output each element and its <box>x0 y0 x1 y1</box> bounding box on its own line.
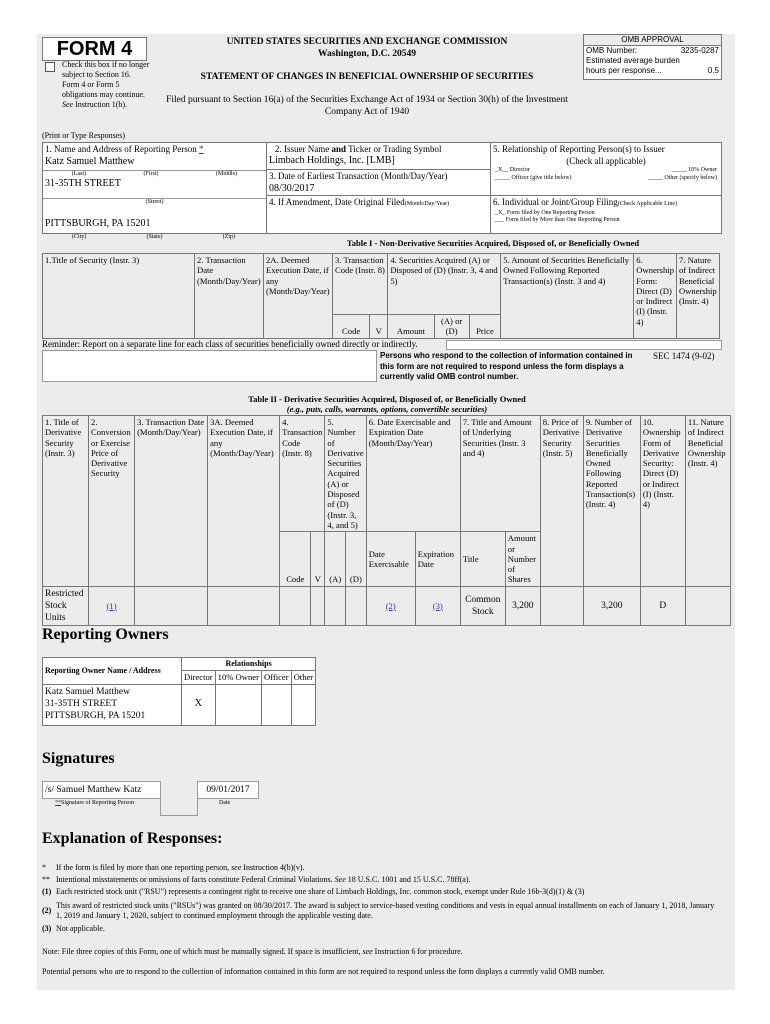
box6-label: 6. Individual or Joint/Group Filing <box>493 197 618 207</box>
n1-text: Each restricted stock unit ("RSU") represents a contingent right to receive one share of Limbach Holdings, Inc. common stock, exempt under Rule 16b-3(d)(1) & (3) <box>56 887 585 896</box>
ro-director: Director <box>182 671 216 684</box>
box1-label: 1. Name and Address of Reporting Person <box>45 144 197 154</box>
check-box-see: See <box>62 100 74 109</box>
box2-issuer <box>266 142 491 170</box>
box3-earliest-date <box>266 169 491 196</box>
box2-label-c: Ticker or Trading Symbol <box>346 144 442 154</box>
box4-label-small: (Month/Day/Year) <box>404 201 450 207</box>
table2-header-row <box>43 416 731 532</box>
box2-label-a: 2. Issuer Name <box>275 144 332 154</box>
t1-h5: 5. Amount of Securities Beneficially Owned Following Reported Transaction(s) (Instr. 3 and 4) <box>501 254 634 339</box>
other-check: _____ Other (specify below) <box>647 175 717 181</box>
date-label: Date <box>219 800 231 806</box>
footnote-3 <box>42 924 722 934</box>
box5-relationship <box>490 142 722 196</box>
zip-label: (Zip) <box>222 234 235 240</box>
table2-title: Table II - Derivative Securities Acquired, Disposed of, or Beneficially Owned <box>248 394 526 404</box>
ro-officer-val <box>261 684 291 725</box>
signatures-heading: Signatures <box>42 750 115 767</box>
ro-relationships: Relationships <box>182 658 316 671</box>
table2-subtitle: (e.g., puts, calls, warrants, options, convertible securities) <box>286 404 488 414</box>
footnote-2-link[interactable]: (2) <box>385 600 396 611</box>
omb-approval-box <box>583 34 722 80</box>
box5-label: 5. Relationship of Reporting Person(s) to Issuer <box>493 144 665 154</box>
t2-deemed-date <box>208 586 280 625</box>
print-type: (Print or Type Responses) <box>42 131 126 140</box>
t2-a-val <box>325 586 346 625</box>
city-value: PITTSBURGH, PA 15201 <box>45 217 151 229</box>
t1-h2a: 2A. Deemed Execution Date, if any (Month/Day/Year) <box>264 254 333 339</box>
ro-director-mark: X <box>182 684 216 725</box>
ro-owner-city: PITTSBURGH, PA 15201 <box>45 710 146 721</box>
ro-10owner: 10% Owner <box>215 671 261 684</box>
table-row <box>43 684 316 725</box>
ro-name-header: Reporting Owner Name / Address <box>43 658 182 685</box>
signature-spacer <box>160 781 198 816</box>
reminder-box <box>42 350 377 382</box>
omb-title: OMB APPROVAL <box>584 35 721 46</box>
street-value: 31-35TH STREET <box>45 177 121 189</box>
form-page <box>37 34 735 990</box>
star1-b: Instruction 4(b)(v). <box>241 863 305 872</box>
potential-persons: Potential persons who are to respond to the collection of information contained in this form are not required to respond unless the form displays a currently valid OMB number. <box>42 967 605 976</box>
t1-h1: 1.Title of Security (Instr. 3) <box>43 254 195 339</box>
t1-h4: 4. Securities Acquired (A) or Disposed of (D) (Instr. 3, 4 and 5) <box>388 254 501 315</box>
t1-h7: 7. Nature of Indirect Beneficial Ownership (Instr. 4) <box>677 254 720 339</box>
more-reporting-persons: ___ Form filed by More than One Reporting Person <box>495 217 620 223</box>
star1-see: see <box>231 863 242 872</box>
t2-d: (D) <box>346 532 367 586</box>
omb-number-label: OMB Number: <box>586 46 638 55</box>
t2-title: Title <box>460 532 505 586</box>
box3-label: 3. Date of Earliest Transaction (Month/Day/Year) <box>269 171 448 181</box>
t2-h2: 2. Conversion or Exercise Price of Derivative Security <box>89 416 135 587</box>
check-box-instr: Instruction 1(b). <box>75 100 128 109</box>
table1-header-row <box>43 254 720 315</box>
signature-date-box: 09/01/2017 <box>197 781 259 799</box>
t1-h2: 2. Transaction Date (Month/Day/Year) <box>195 254 264 339</box>
reminder: Reminder: Report on a separate line for each class of securities beneficially owned directly or indirectly. <box>42 339 418 349</box>
reporting-person-name: Katz Samuel Matthew <box>45 155 135 167</box>
first-label: (First) <box>143 170 159 177</box>
t2-tx-date <box>135 586 208 625</box>
reporting-owners-table <box>42 657 316 726</box>
director-check: _X__ Director <box>495 167 530 173</box>
note-a: Note: File three copies of this Form, one of which must be manually signed. If space is insufficient, <box>42 947 363 956</box>
box6-label-small: (Check Applicable Line) <box>617 201 678 207</box>
t1-h3: 3. Transaction Code (Instr. 8) <box>333 254 388 315</box>
t2-underlying-amount: 3,200 <box>505 586 540 625</box>
t2-price-ref-cell <box>89 586 135 625</box>
footnote-1-link[interactable]: (1) <box>106 600 117 611</box>
last-label: (Last) <box>71 170 87 177</box>
table2 <box>42 415 731 626</box>
t2-date-ex: Date Exercisable <box>366 532 415 586</box>
t1-v: V <box>370 315 388 339</box>
t2-h6: 6. Date Exercisable and Expiration Date (Month/Day/Year) <box>366 416 460 532</box>
t1-code: Code <box>333 315 370 339</box>
earliest-transaction-date: 08/30/2017 <box>269 182 315 194</box>
issuer-name: Limbach Holdings, Inc. [LMB] <box>269 154 395 166</box>
filed-pursuant: Filed pursuant to Section 16(a) of the Securities Exchange Act of 1934 or Section 30(h) of the Investment Company Act of 1940 <box>166 95 568 117</box>
omb-hours-value: 0.5 <box>707 66 719 75</box>
t2-code: Code <box>280 532 311 586</box>
n3-text: Not applicable. <box>56 924 105 933</box>
officer-check: _____ Officer (give title below) <box>495 175 572 181</box>
check-box-text <box>62 60 150 110</box>
footnote-1 <box>42 887 722 897</box>
box5-sub: (Check all applicable) <box>566 155 646 166</box>
ro-owner-cell <box>43 684 182 725</box>
t2-security: Restricted Stock Units <box>43 586 89 625</box>
t1-aord: (A) or (D) <box>434 315 469 339</box>
t1-h6: 6. Ownership Form: Direct (D) or Indirect (I) (Instr. 4) <box>634 254 677 339</box>
box1-star-link[interactable]: * <box>198 144 204 154</box>
table-row <box>43 586 731 625</box>
persons-respond: Persons who respond to the collection of information contained in this form are not required to respond unless the form displays a currently valid OMB control number. <box>380 351 633 381</box>
one-reporting-person: _X_ Form filed by One Reporting Person <box>495 210 595 216</box>
ro-owner-street: 31-35TH STREET <box>45 698 118 709</box>
omb-number-value: 3235-0287 <box>680 46 719 55</box>
reporting-owners-heading: Reporting Owners <box>42 626 169 643</box>
footnote-3-link[interactable]: (3) <box>432 600 443 611</box>
owner10-check: _____ 10% Owner <box>671 167 717 173</box>
box6-label-row <box>491 196 721 209</box>
star2-see: See <box>334 875 346 884</box>
street-label: (Street) <box>43 198 266 206</box>
ro-other-val <box>291 684 316 725</box>
ro-officer: Officer <box>261 671 291 684</box>
t2-v-val <box>311 586 325 625</box>
t2-h11: 11. Nature of Indirect Beneficial Ownership (Instr. 4) <box>685 416 730 587</box>
explanation-heading: Explanation of Responses: <box>42 830 223 847</box>
box2-label <box>267 143 490 155</box>
box1-label-row <box>43 143 266 156</box>
explanation-star2 <box>42 875 722 885</box>
ro-10owner-val <box>215 684 261 725</box>
star1-mark: * <box>42 863 46 872</box>
t2-h3: 3. Transaction Date (Month/Day/Year) <box>135 416 208 587</box>
t2-h3a: 3A. Deemed Execution Date, if any (Month/Day/Year) <box>208 416 280 587</box>
ro-header-row <box>43 658 316 671</box>
star2-b: 18 U.S.C. 1001 and 15 U.S.C. 78ff(a). <box>345 875 471 884</box>
t2-form: D <box>640 586 685 625</box>
state-label: (State) <box>146 234 163 240</box>
t2-d-val <box>346 586 367 625</box>
t2-h10: 10. Ownership Form of Derivative Security: Direct (D) or Indirect (I) (Instr. 4) <box>640 416 685 587</box>
t2-nature-val <box>685 586 730 625</box>
t2-h1: 1. Title of Derivative Security (Instr. 3) <box>43 416 89 587</box>
t2-price-val <box>540 586 583 625</box>
box5-row2 <box>491 175 721 182</box>
box4-amendment <box>266 195 491 234</box>
star2-a: Intentional misstatements or omissions of facts constitute Federal Criminal Violations. <box>56 875 335 884</box>
t1-price: Price <box>469 315 501 339</box>
t2-underlying-title: Common Stock <box>460 586 505 625</box>
t2-h7: 7. Title and Amount of Underlying Securities (Instr. 3 and 4) <box>460 416 540 532</box>
check-box-text-main: Check this box if no longer subject to Section 16. Form 4 or Form 5 obligations may continue. <box>62 60 150 99</box>
signature-label-text: Signature of Reporting Person <box>61 800 134 806</box>
table1-title: Table I - Non-Derivative Securities Acquired, Disposed of, or Beneficially Owned <box>346 238 640 248</box>
signature-box: /s/ Samuel Matthew Katz <box>42 781 161 799</box>
n3-mark: (3) <box>42 924 52 933</box>
n2-text: This award of restricted stock units ("RSUs") was granted on 08/30/2017. The award is subject to service-based vesting conditions and vests in equal annual installments on each of January 1, 2018, January 1, 2019 and January 1, 2020, subject to continued employment through the applicable vesting date. <box>56 901 715 920</box>
box4-label: 4. If Amendment, Date Original Filed <box>269 197 405 207</box>
note-b: Instruction 6 for procedure. <box>372 947 463 956</box>
t2-a: (A) <box>325 532 346 586</box>
footnote-2 <box>42 901 722 921</box>
t2-amount-shares: Amount or Number of Shares <box>505 532 540 586</box>
agency-name: UNITED STATES SECURITIES AND EXCHANGE COMMISSION <box>226 37 508 47</box>
agency-city: Washington, D.C. 20549 <box>318 49 416 59</box>
ro-other: Other <box>291 671 316 684</box>
box6-filing <box>490 195 722 234</box>
statement-title: STATEMENT OF CHANGES IN BENEFICIAL OWNERSHIP OF SECURITIES <box>200 72 534 82</box>
omb-hours-label: hours per response... <box>586 66 662 75</box>
note-copies <box>42 947 722 957</box>
signature-ref-link[interactable]: ** <box>55 800 61 806</box>
omb-burden-label: Estimated average burden <box>586 56 680 65</box>
reminder-box-2 <box>446 340 722 350</box>
box1-reporting-person <box>42 142 267 234</box>
star2-mark: ** <box>42 875 50 884</box>
t2-exp-cell <box>415 586 460 625</box>
t2-date-ex-cell <box>366 586 415 625</box>
signature-label <box>55 800 134 807</box>
t2-code-val <box>280 586 311 625</box>
t2-h4: 4. Transaction Code (Instr. 8) <box>280 416 325 532</box>
city-label: (City) <box>72 234 87 240</box>
sec-code: SEC 1474 (9-02) <box>653 351 715 361</box>
omb-number-row <box>584 46 721 56</box>
t2-owned: 3,200 <box>583 586 640 625</box>
name-parts-labels <box>43 170 266 178</box>
omb-hours-row <box>584 66 721 76</box>
t2-v: V <box>311 532 325 586</box>
no-longer-subject-checkbox[interactable] <box>45 62 55 72</box>
t1-amount: Amount <box>388 315 434 339</box>
note-see: see <box>362 947 373 956</box>
box5-row1 <box>491 166 721 175</box>
table1 <box>42 253 720 339</box>
ro-owner-name: Katz Samuel Matthew <box>45 686 130 697</box>
n2-mark: (2) <box>42 906 52 915</box>
middle-label: (Middle) <box>215 170 238 177</box>
explanation-star1 <box>42 863 722 873</box>
form-title: FORM 4 <box>42 37 147 61</box>
t2-h9: 9. Number of Derivative Securities Beneficially Owned Following Reported Transaction(s) (Instr. 4) <box>583 416 640 587</box>
t2-h8: 8. Price of Derivative Security (Instr. 5) <box>540 416 583 587</box>
n1-mark: (1) <box>42 887 52 896</box>
star1-a: If the form is filed by more than one reporting person, <box>56 863 232 872</box>
t2-exp: Expiration Date <box>415 532 460 586</box>
box4-label-row <box>267 196 490 209</box>
t2-h5: 5. Number of Derivative Securities Acquired (A) or Disposed of (D) (Instr. 3, 4, and 5) <box>325 416 366 532</box>
city-state-zip-labels <box>42 234 265 241</box>
box2-label-b: and <box>331 144 346 154</box>
